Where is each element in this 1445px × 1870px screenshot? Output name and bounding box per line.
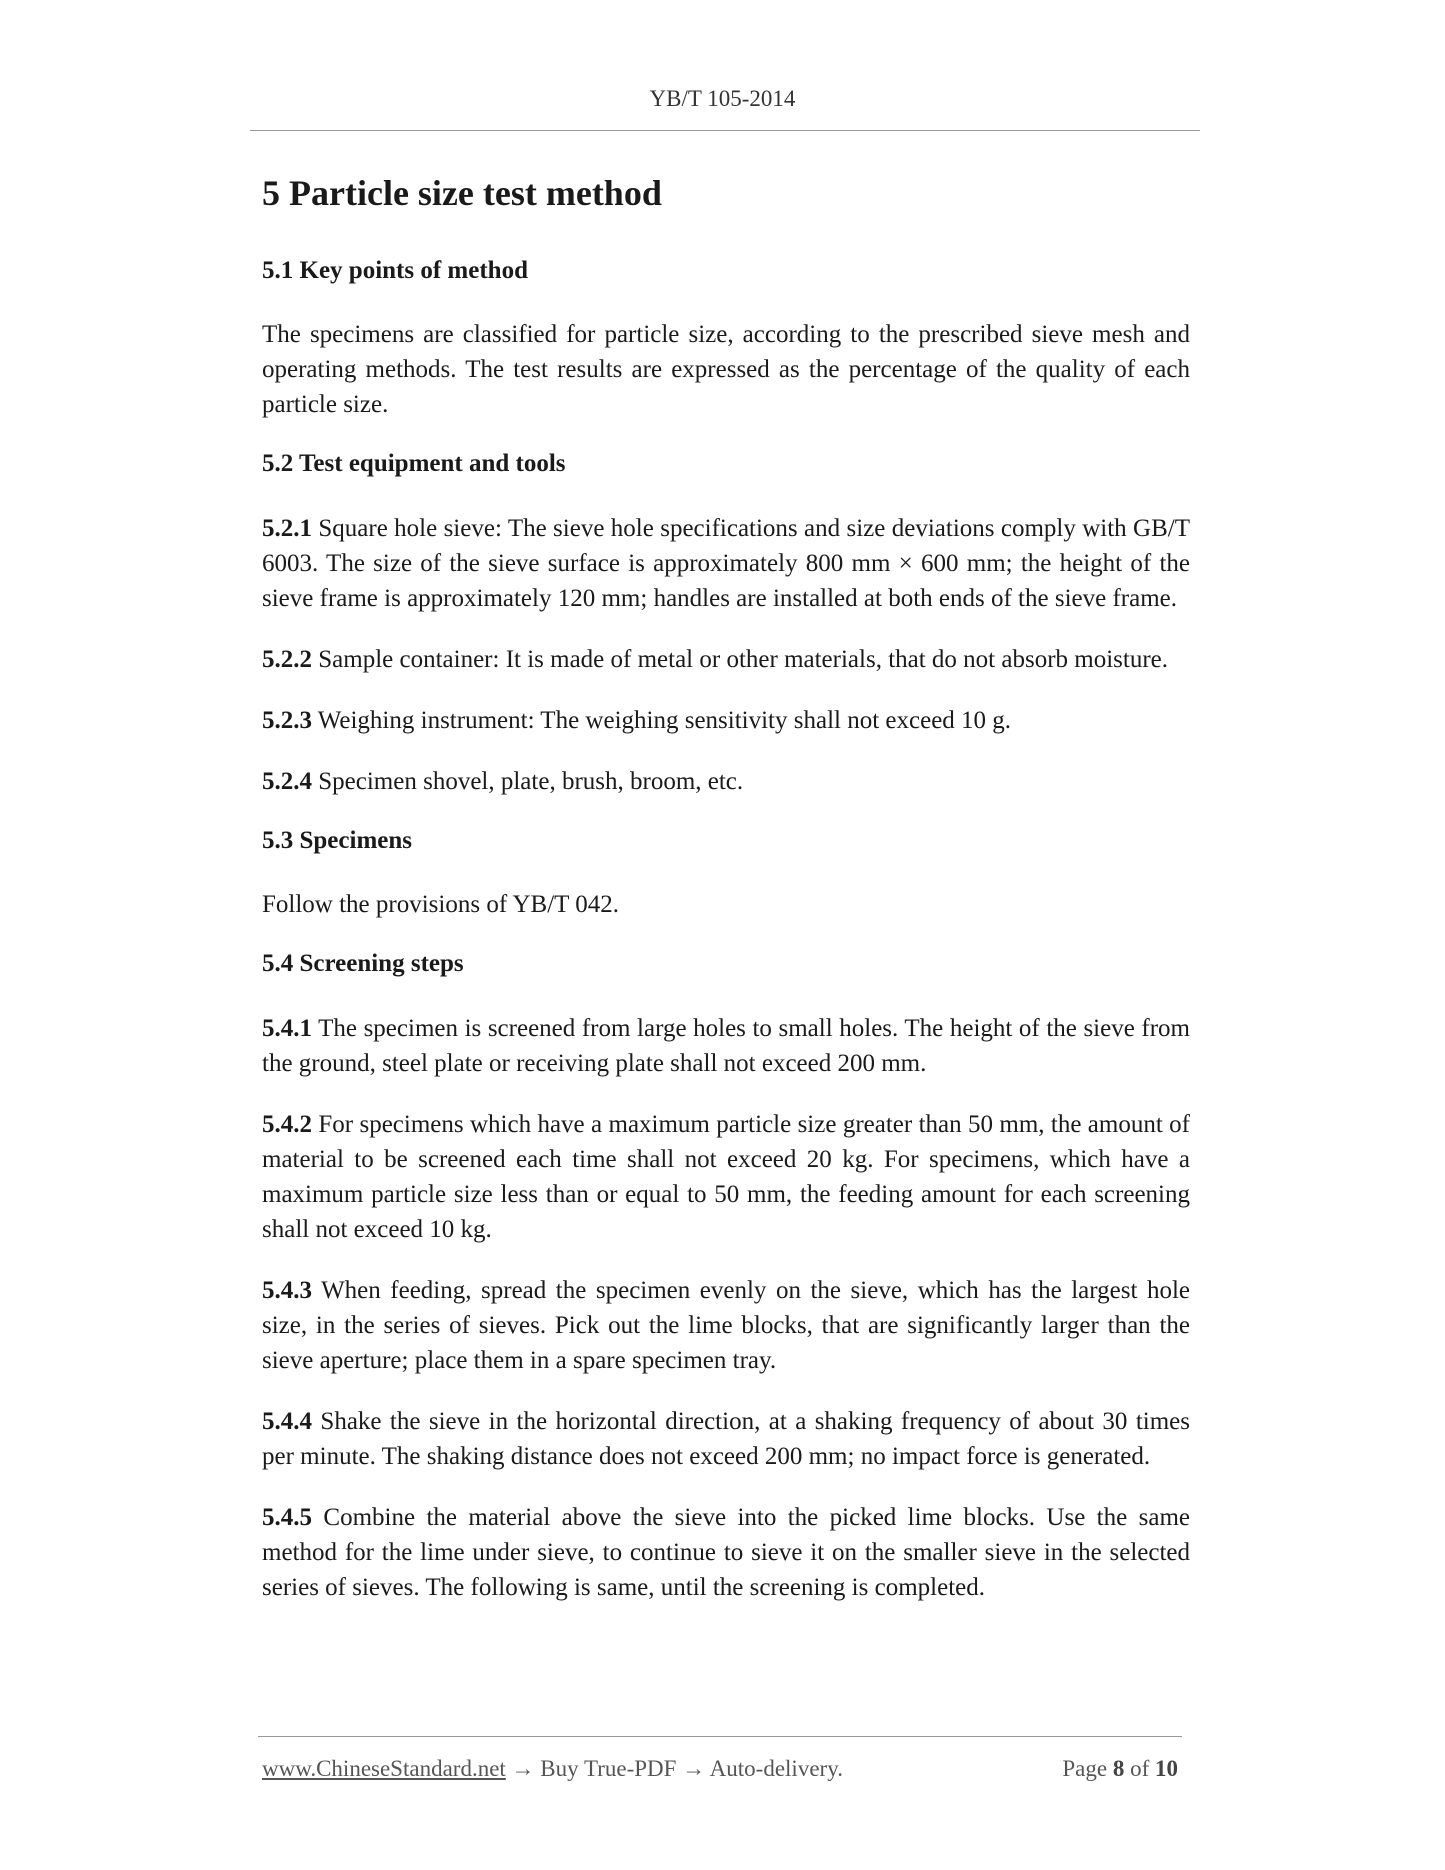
clause-5-4-1 (262, 1011, 1190, 1081)
footer-links (262, 1756, 843, 1781)
clause-text: Shake the sieve in the horizontal direction, at a shaking frequency of about 30 times per minute. The shaking distance does not exceed 200 mm; no impact force is generated. (262, 1407, 1190, 1470)
clause-text: Square hole sieve: The sieve hole specifications and size deviations comply with GB/T 6003. The size of the sieve surface is approximately 800 mm × 600 mm; the height of the sieve frame is approximately 120 mm; handles are installed at both ends of the sieve frame. (262, 514, 1190, 612)
arrow-right-icon: → (682, 1756, 706, 1781)
footer-divider (258, 1736, 1182, 1737)
clause-5-2-1 (262, 511, 1190, 616)
heading-5-3: 5.3 Specimens (262, 826, 412, 854)
clause-number: 5.4.3 (262, 1276, 312, 1304)
of-label: of (1130, 1756, 1150, 1781)
clause-number: 5.4.4 (262, 1407, 312, 1435)
page-content (262, 170, 1190, 1631)
page-footer (262, 1756, 1182, 1782)
header-divider (250, 130, 1200, 131)
clause-number: 5.2.1 (262, 514, 312, 542)
clause-text: Sample container: It is made of metal or other materials, that do not absorb moisture. (312, 645, 1169, 673)
page-number (1062, 1756, 1178, 1782)
clause-number: 5.4.2 (262, 1110, 312, 1138)
clause-5-4-2 (262, 1107, 1190, 1247)
heading-5-1: 5.1 Key points of method (262, 256, 528, 284)
heading-5-2: 5.2 Test equipment and tools (262, 450, 566, 478)
clause-text: When feeding, spread the specimen evenly on the sieve, which has the largest hole size, in the series of sieves. Pick out the lime blocks, that are significantly larger than the sieve aperture; place them in a spare specimen tray. (262, 1276, 1190, 1374)
clause-5-4-5 (262, 1500, 1190, 1605)
arrow-right-icon: → (511, 1756, 535, 1781)
auto-delivery-text: Auto-delivery. (709, 1756, 843, 1781)
clause-5-2-3 (262, 703, 1190, 738)
buy-true-pdf-text: Buy True-PDF (540, 1756, 677, 1781)
page-label: Page (1062, 1756, 1108, 1781)
clause-text: For specimens which have a maximum particle size greater than 50 mm, the amount of material to be screened each time shall not exceed 20 kg. For specimens, which have a maximum particle size less than or equal to 50 mm, the feeding amount for each screening shall not exceed 10 kg. (262, 1110, 1190, 1243)
page-current: 8 (1112, 1756, 1125, 1781)
clause-text: Combine the material above the sieve into the picked lime blocks. Use the same method for the lime under sieve, to continue to sieve it on the smaller sieve in the selected series of sieves. The following is same, until the screening is completed. (262, 1503, 1190, 1601)
clause-number: 5.4.5 (262, 1503, 312, 1531)
clause-5-4-4 (262, 1404, 1190, 1474)
clause-5-2-4 (262, 764, 1190, 799)
clause-number: 5.2.2 (262, 645, 312, 673)
page-total: 10 (1155, 1756, 1178, 1781)
clause-number: 5.4.1 (262, 1014, 312, 1042)
heading-5-4: 5.4 Screening steps (262, 950, 464, 978)
website-link[interactable]: www.ChineseStandard.net (262, 1756, 506, 1781)
clause-5-4-3 (262, 1273, 1190, 1378)
document-code: YB/T 105-2014 (649, 86, 796, 111)
clause-text: The specimen is screened from large holes to small holes. The height of the sieve from the ground, steel plate or receiving plate shall not exceed 200 mm. (262, 1014, 1190, 1077)
clause-text: Weighing instrument: The weighing sensitivity shall not exceed 10 g. (312, 706, 1012, 734)
clause-number: 5.2.3 (262, 706, 312, 734)
paragraph-5-1: The specimens are classified for particle size, according to the prescribed sieve mesh and operating methods. The test results are expressed as the percentage of the quality of each particle size. (262, 321, 1190, 419)
section-title: 5 Particle size test method (262, 173, 662, 213)
clause-number: 5.2.4 (262, 767, 312, 795)
paragraph-5-3: Follow the provisions of YB/T 042. (262, 891, 619, 919)
clause-5-2-2 (262, 642, 1190, 677)
clause-text: Specimen shovel, plate, brush, broom, etc. (312, 767, 744, 795)
